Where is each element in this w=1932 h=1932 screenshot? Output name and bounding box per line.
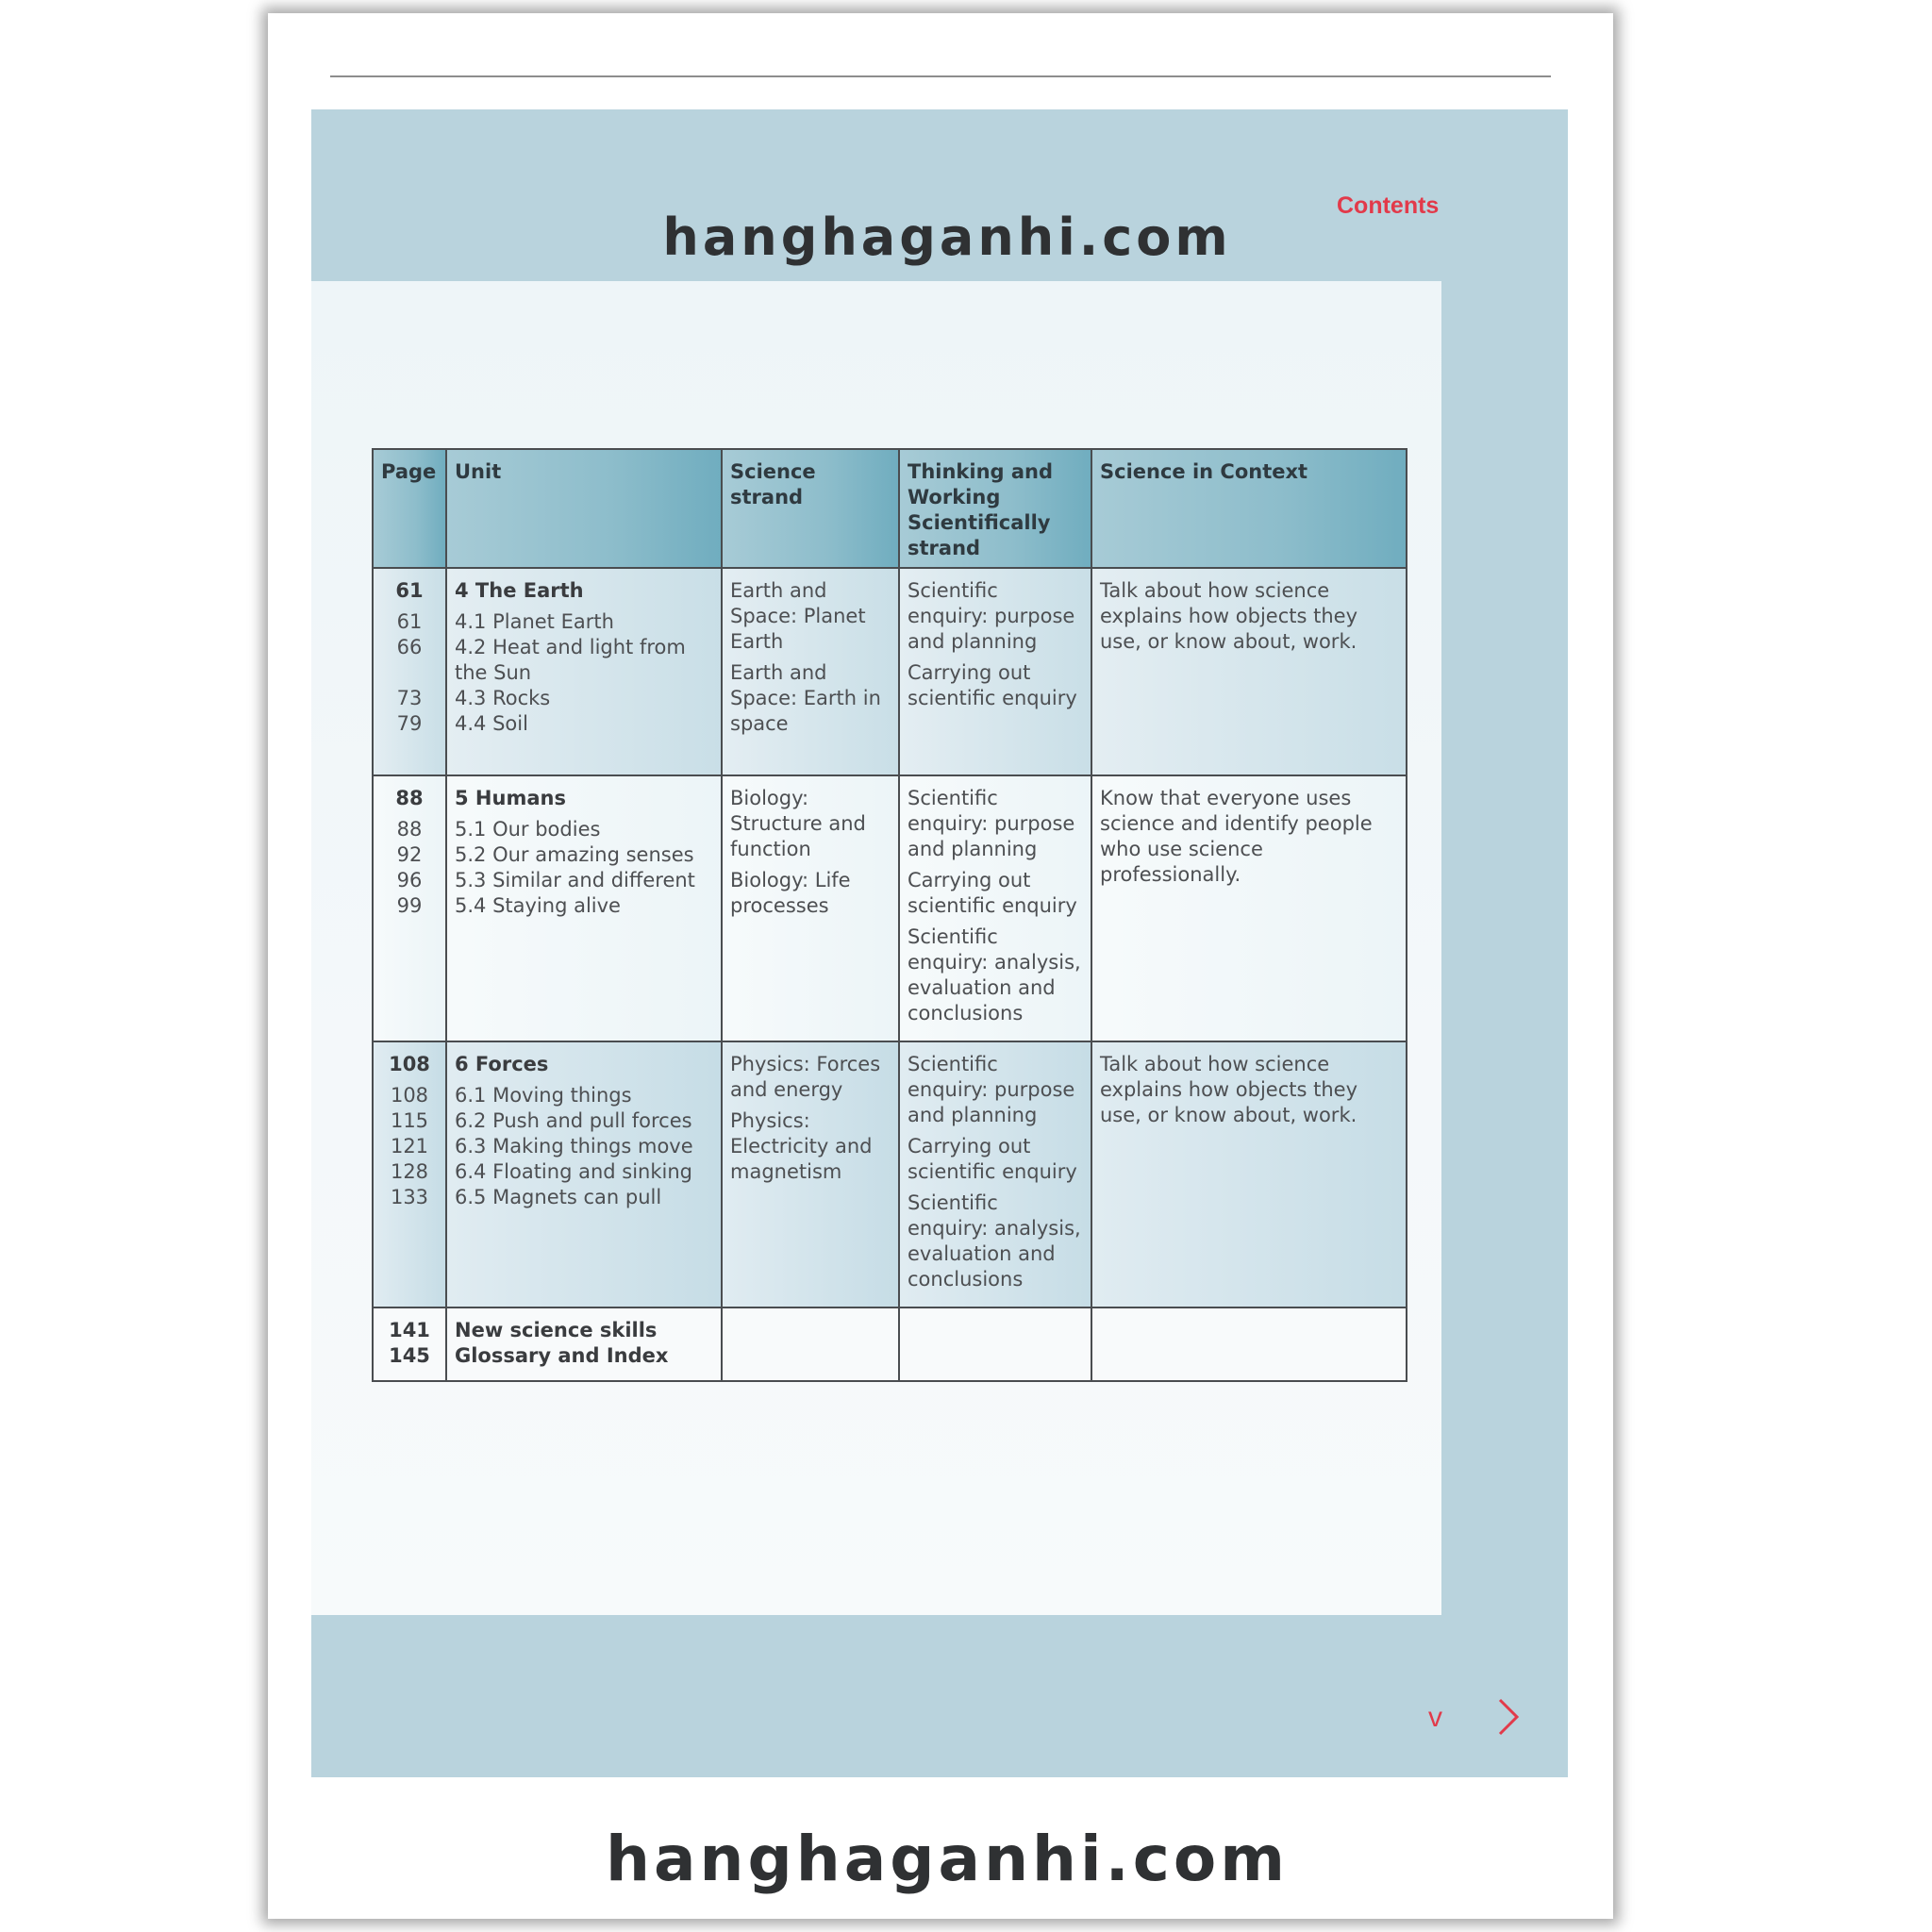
final-item: Glossary and Index [455, 1344, 669, 1367]
unit-cell [446, 1041, 722, 1307]
empty-cell [899, 1307, 1091, 1381]
topic-label: 6.3 Making things move [455, 1135, 693, 1158]
unit-title: 6 Forces [455, 1053, 549, 1075]
topic-label: 4.3 Rocks [455, 687, 551, 709]
unit-title: 5 Humans [455, 787, 566, 809]
strand-item: Scientific enquiry: analysis, evaluation and conclusions [908, 1191, 1081, 1291]
topic-label: 4.1 Planet Earth [455, 610, 614, 633]
table-row [373, 568, 1407, 775]
watermark-top: hanghaganhi.com [662, 208, 1232, 267]
topic-page: 88 [396, 818, 423, 841]
topic-label: 6.2 Push and pull forces [455, 1109, 692, 1132]
strand-item: Carrying out scientific enquiry [908, 1135, 1077, 1183]
header-thinking-strand: Thinking and Working Scientifically strand [899, 449, 1091, 568]
unit-page: 61 [395, 579, 424, 602]
topic-label: 6.5 Magnets can pull [455, 1186, 662, 1208]
final-item: New science skills [455, 1319, 658, 1341]
strand-item: Carrying out scientific enquiry [908, 869, 1077, 917]
empty-cell [1091, 1307, 1407, 1381]
topic-page: 61 [396, 610, 423, 633]
strand-item: Biology: Structure and function [730, 787, 866, 860]
table-row [373, 775, 1407, 1041]
header-unit: Unit [446, 449, 722, 568]
strand-item: Carrying out scientific enquiry [908, 661, 1077, 709]
topic-page: 66 [396, 636, 423, 658]
topic-label: 4.2 Heat and light from the Sun [455, 636, 686, 684]
science-strand-cell [722, 1041, 899, 1307]
header-science-strand: Science strand [722, 449, 899, 568]
strand-item: Scientific enquiry: purpose and planning [908, 1053, 1075, 1126]
topic-page: 79 [396, 712, 423, 735]
science-strand-cell [722, 568, 899, 775]
final-page: 141 [389, 1319, 430, 1341]
context-cell: Know that everyone uses science and identify people who use science professionally. [1091, 775, 1407, 1041]
page-sheet [268, 13, 1613, 1919]
table-header-row [373, 449, 1407, 568]
watermark-bottom: hanghaganhi.com [606, 1823, 1289, 1895]
topic-page: 96 [396, 869, 423, 891]
section-label: Contents [1337, 192, 1440, 219]
page-number: v [1428, 1702, 1442, 1733]
final-page: 145 [389, 1344, 430, 1367]
strand-item: Physics: Electricity and magnetism [730, 1109, 873, 1183]
page-cell [373, 1041, 446, 1307]
header-science-context: Science in Context [1091, 449, 1407, 568]
strand-item: Scientific enquiry: purpose and planning [908, 579, 1075, 653]
strand-item: Biology: Life processes [730, 869, 851, 917]
header-page: Page [373, 449, 446, 568]
unit-title: 4 The Earth [455, 579, 584, 602]
topic-label: 5.2 Our amazing senses [455, 843, 694, 866]
science-strand-cell [722, 775, 899, 1041]
topic-label: 5.4 Staying alive [455, 894, 621, 917]
unit-page: 108 [389, 1053, 430, 1075]
page-cell [373, 775, 446, 1041]
topic-page: 133 [390, 1186, 429, 1208]
page-cell [373, 568, 446, 775]
unit-cell [446, 568, 722, 775]
strand-item: Scientific enquiry: purpose and planning [908, 787, 1075, 860]
topic-page: 73 [396, 687, 423, 709]
topic-label: 6.4 Floating and sinking [455, 1160, 692, 1183]
contents-table [372, 448, 1407, 1382]
thinking-strand-cell [899, 1041, 1091, 1307]
topic-label: 5.3 Similar and different [455, 869, 695, 891]
context-cell: Talk about how science explains how objects they use, or know about, work. [1091, 1041, 1407, 1307]
table-row [373, 1041, 1407, 1307]
topic-page: 108 [390, 1084, 429, 1107]
unit-cell [446, 1307, 722, 1381]
strand-item: Earth and Space: Earth in space [730, 661, 881, 735]
top-rule [330, 75, 1551, 77]
strand-item: Physics: Forces and energy [730, 1053, 881, 1101]
unit-cell [446, 775, 722, 1041]
topic-page: 115 [390, 1109, 429, 1132]
context-cell: Talk about how science explains how objects they use, or know about, work. [1091, 568, 1407, 775]
unit-page: 88 [395, 787, 424, 809]
thinking-strand-cell [899, 568, 1091, 775]
topic-label: 5.1 Our bodies [455, 818, 601, 841]
topic-page: 121 [390, 1135, 429, 1158]
strand-item: Scientific enquiry: analysis, evaluation and conclusions [908, 925, 1081, 1024]
topic-page: 99 [396, 894, 423, 917]
table-row [373, 1307, 1407, 1381]
topic-page: 92 [396, 843, 423, 866]
strand-item: Earth and Space: Planet Earth [730, 579, 866, 653]
page-cell [373, 1307, 446, 1381]
topic-page: 128 [390, 1160, 429, 1183]
topic-label: 4.4 Soil [455, 712, 528, 735]
empty-cell [722, 1307, 899, 1381]
thinking-strand-cell [899, 775, 1091, 1041]
topic-label: 6.1 Moving things [455, 1084, 632, 1107]
chevron-right-icon[interactable] [1494, 1696, 1523, 1738]
